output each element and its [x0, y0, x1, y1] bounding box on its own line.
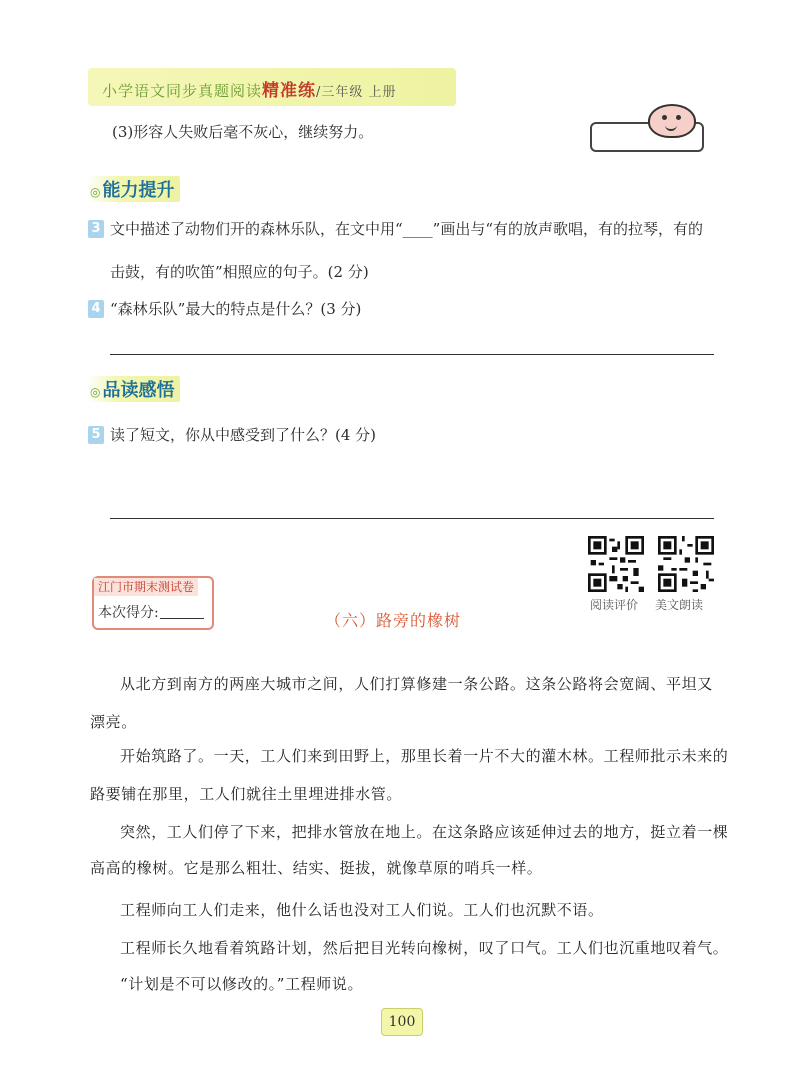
section-ability-title: 能力提升 — [102, 180, 175, 201]
question-number-4: 4 — [88, 300, 104, 318]
question-5-text: 读了短文，你从中感受到了什么？(4 分) — [110, 426, 377, 444]
story-paragraph-1-line-1: 从北方到南方的两座大城市之间，人们打算修建一条公路。这条公路将会宽阔、平坦又 — [120, 675, 713, 693]
score-label: 本次得分: — [98, 605, 159, 621]
book-title-highlight: 精准练 — [262, 81, 317, 101]
story-paragraph-1-line-2: 漂亮。 — [90, 713, 137, 731]
book-title — [102, 76, 397, 101]
book-title-grade: /三年级 上册 — [316, 85, 397, 100]
face-eye-icon — [676, 115, 681, 120]
question-2-sub-3: (3)形容人失败后毫不灰心，继续努力。 — [112, 123, 374, 141]
qr-code-review-icon[interactable] — [588, 536, 644, 592]
story-paragraph-3-line-2: 高高的橡树。它是那么粗壮、结实、挺拔，就像草原的哨兵一样。 — [90, 859, 543, 877]
question-3-line-2: 击鼓，有的吹笛”相照应的句子。(2 分) — [110, 263, 369, 281]
section-appreciation — [86, 376, 180, 402]
section-appreciation-title: 品读感悟 — [102, 380, 175, 401]
story-paragraph-6: “计划是不可以修改的。”工程师说。 — [120, 975, 364, 993]
exam-source-tag: 江门市期末测试卷 — [94, 578, 198, 596]
story-paragraph-5: 工程师长久地看着筑路计划，然后把目光转向橡树，叹了口气。工人们也沉重地叹着气。 — [120, 939, 729, 957]
qr-label-review: 阅读评价 — [590, 598, 639, 612]
question-number-3: 3 — [88, 220, 104, 238]
score-input-line[interactable] — [160, 618, 204, 619]
question-number-5: 5 — [88, 426, 104, 444]
target-icon: ◎ — [90, 185, 101, 199]
target-icon: ◎ — [90, 385, 101, 399]
story-paragraph-4: 工程师向工人们走来，他什么话也没对工人们说。工人们也沉默不语。 — [120, 901, 604, 919]
face-eye-icon — [662, 115, 667, 120]
cartoon-face-icon — [648, 104, 696, 138]
story-title: （六）路旁的橡树 — [325, 611, 462, 630]
book-title-series: 小学语文同步真题阅读 — [102, 82, 263, 100]
section-ability — [86, 176, 180, 202]
story-paragraph-2-line-1: 开始筑路了。一天，工人们来到田野上，那里长着一片不大的灌木林。工程师批示未来的 — [120, 747, 729, 765]
question-4-text: “森林乐队”最大的特点是什么？(3 分) — [110, 300, 362, 318]
story-paragraph-2-line-2: 路要铺在那里，工人们就往土里埋进排水管。 — [90, 785, 403, 803]
page-number: 100 — [381, 1008, 423, 1036]
qr-label-reading: 美文朗读 — [655, 598, 704, 612]
answer-line-q4[interactable] — [110, 354, 714, 355]
qr-code-reading-icon[interactable] — [658, 536, 714, 592]
face-mouth-icon — [665, 124, 677, 131]
question-3-line-1: 文中描述了动物们开的森林乐队，在文中用“____”画出与“有的放声歌唱，有的拉琴，有的 — [110, 220, 704, 238]
story-paragraph-3-line-1: 突然，工人们停了下来，把排水管放在地上。在这条路应该延伸过去的地方，挺立着一棵 — [120, 823, 729, 841]
answer-line-q5[interactable] — [110, 518, 714, 519]
